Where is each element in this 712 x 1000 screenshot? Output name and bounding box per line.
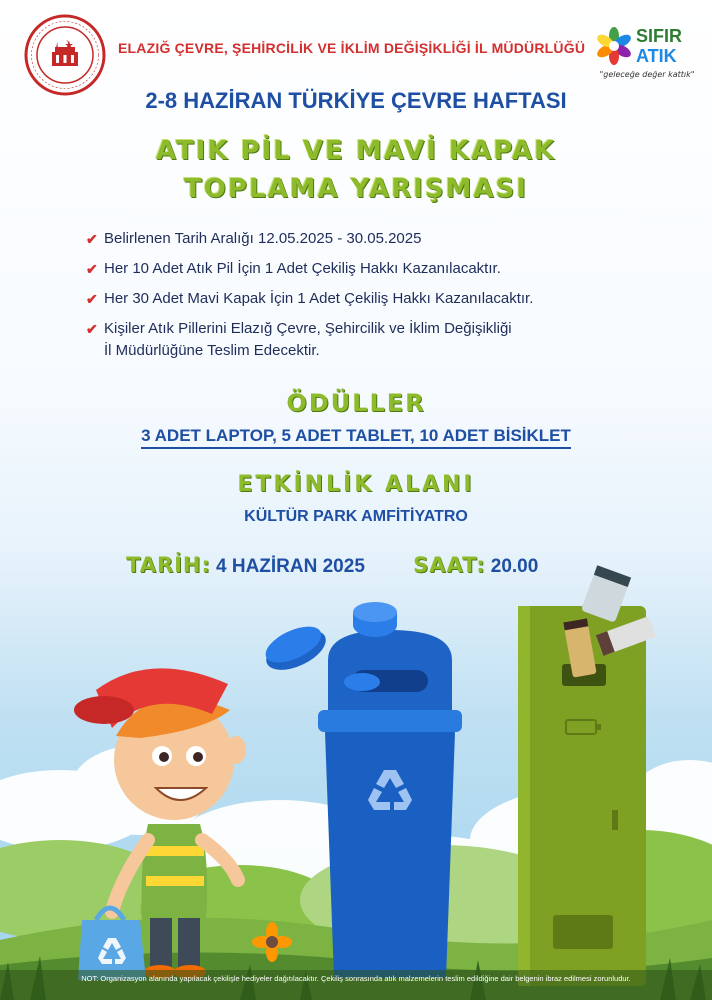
prizes-text [0, 426, 712, 446]
blue-bin [318, 602, 462, 978]
footnote: NOT: Organizasyon alanında yapılacak çekilişle hediyeler dağıtılacaktır. Çekiliş sonrasında atık malzemelerin teslim edildiğine dair belgenin ibraz edilmesi zorunludur. [81, 974, 631, 983]
rule-item [86, 258, 690, 280]
rules-list [86, 228, 690, 370]
rule-text-continued: İl Müdürlüğüne Teslim Edecektir. [104, 342, 320, 359]
blue-cap [259, 618, 332, 678]
check-icon: ✔ [86, 291, 98, 307]
date-value: 4 HAZİRAN 2025 [216, 556, 365, 577]
zero-waste-flower-icon [594, 26, 634, 66]
competition-title-line1: ATIK PİL VE MAVİ KAPAK [155, 136, 557, 166]
prizes-text-value: 3 ADET LAPTOP, 5 ADET TABLET, 10 ADET BİSİKLET [141, 426, 571, 449]
venue-text: KÜLTÜR PARK AMFİTİYATRO [244, 508, 468, 525]
environment-week-title: 2-8 HAZİRAN TÜRKİYE ÇEVRE HAFTASI [145, 88, 567, 113]
time-value: 20.00 [490, 556, 539, 577]
time-label: SAAT: [413, 553, 486, 577]
check-icon: ✔ [86, 261, 98, 277]
rule-item [86, 228, 690, 250]
ministry-seal-icon [24, 14, 106, 96]
rule-text: Her 30 Adet Mavi Kapak İçin 1 Adet Çekiliş Hakkı Kazanılacaktır. [104, 290, 534, 307]
date-label: TARİH: [126, 553, 211, 577]
rule-item [86, 288, 690, 310]
logo-word-atik: ATIK [636, 46, 677, 66]
zero-waste-logo [592, 22, 702, 92]
logo-word-sifir: SIFIR [636, 26, 683, 46]
competition-title-line2: TOPLAMA YARIŞMASI [184, 174, 528, 204]
rule-item [86, 318, 690, 362]
venue-title: ETKİNLİK ALANI [237, 472, 475, 497]
organization-title: ELAZIĞ ÇEVRE, ŞEHİRCİLİK VE İKLİM DEĞİŞİKLİĞİ İL MÜDÜRLÜĞÜ [118, 40, 586, 56]
logo-slogan: "geleceğe değer kattık" [599, 70, 695, 79]
rule-text: Her 10 Adet Atık Pil İçin 1 Adet Çekiliş Hakkı Kazanılacaktır. [104, 260, 501, 277]
check-icon: ✔ [86, 321, 98, 337]
prizes-title: ÖDÜLLER [286, 389, 426, 417]
illustration [0, 560, 712, 1000]
rule-text: Kişiler Atık Pillerini Elazığ Çevre, Şehircilik ve İklim Değişikliği [104, 320, 512, 337]
rule-text: Belirlenen Tarih Aralığı 12.05.2025 - 30.05.2025 [104, 230, 422, 247]
check-icon: ✔ [86, 231, 98, 247]
